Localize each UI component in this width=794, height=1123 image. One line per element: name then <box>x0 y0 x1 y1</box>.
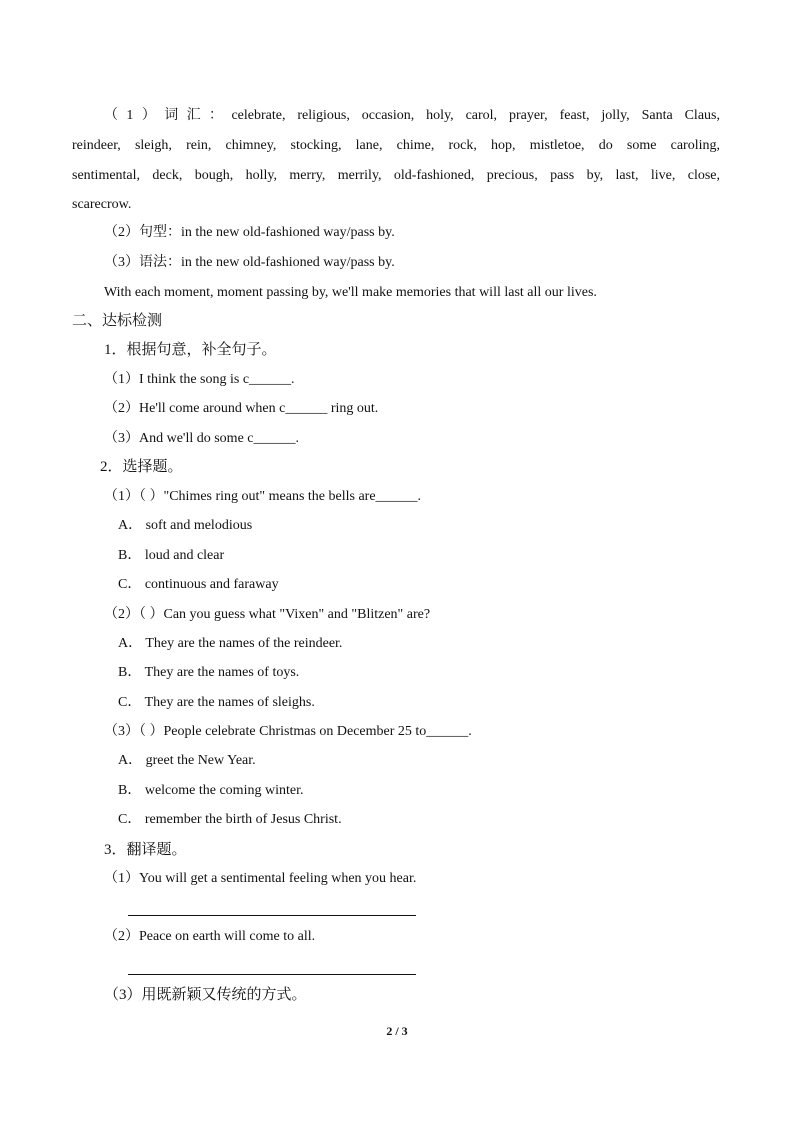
q3-item-1: （1）You will get a sentimental feeling when you hear. <box>104 871 417 886</box>
question-2-title: 2．选择题。 <box>100 459 183 475</box>
q1-item-3: （3）And we'll do some c______. <box>104 431 300 446</box>
answer-line-1[interactable] <box>128 915 416 916</box>
q1-item-2: （2）He'll come around when c______ ring out. <box>104 401 379 416</box>
q3-item-3: （3）用既新颖又传统的方式。 <box>104 987 307 1003</box>
sentence-pattern: （2）句型：in the new old-fashioned way/pass by. <box>104 225 395 240</box>
q3-item-2: （2）Peace on earth will come to all. <box>104 929 316 944</box>
question-3-title: 3．翻译题。 <box>104 842 187 858</box>
q2-item-2-option-a: A． They are the names of the reindeer. <box>118 636 343 651</box>
section-heading: 二、达标检测 <box>72 313 163 329</box>
q2-item-3-stem: （3）（ ）People celebrate Christmas on December 25 to______. <box>104 724 472 739</box>
q2-item-3-option-b: B． welcome the coming winter. <box>118 783 304 798</box>
vocab-line-2: reindeer, sleigh, rein, chimney, stocking, lane, chime, rock, hop, mistletoe, do some caroling, <box>72 138 720 153</box>
vocab-line-1: （1）词汇：celebrate, religious, occasion, holy, carol, prayer, feast, jolly, Santa Claus, <box>104 108 720 123</box>
example-sentence: With each moment, moment passing by, we'll make memories that will last all our lives. <box>104 285 597 300</box>
grammar: （3）语法：in the new old-fashioned way/pass by. <box>104 255 395 270</box>
q2-item-2-option-c: C． They are the names of sleighs. <box>118 695 315 710</box>
q2-item-3-option-a: A． greet the New Year. <box>118 753 256 768</box>
q2-item-1-stem: （1）（ ）"Chimes ring out" means the bells are______. <box>104 489 422 504</box>
q2-item-3-option-c: C． remember the birth of Jesus Christ. <box>118 812 342 827</box>
vocab-line-4: scarecrow. <box>72 197 132 212</box>
q2-item-1-option-b: B． loud and clear <box>118 548 225 563</box>
q1-item-1: （1）I think the song is c______. <box>104 372 295 387</box>
vocab-line-3: sentimental, deck, bough, holly, merry, merrily, old-fashioned, precious, pass by, last, live, close, <box>72 168 720 183</box>
page-number: 2 / 3 <box>386 1024 408 1038</box>
answer-line-2[interactable] <box>128 974 416 975</box>
question-1-title: 1．根据句意，补全句子。 <box>104 342 277 358</box>
q2-item-1-option-c: C． continuous and faraway <box>118 577 279 592</box>
q2-item-2-option-b: B． They are the names of toys. <box>118 665 300 680</box>
q2-item-1-option-a: A． soft and melodious <box>118 518 253 533</box>
q2-item-2-stem: （2）（ ）Can you guess what "Vixen" and "Blitzen" are? <box>104 607 431 622</box>
